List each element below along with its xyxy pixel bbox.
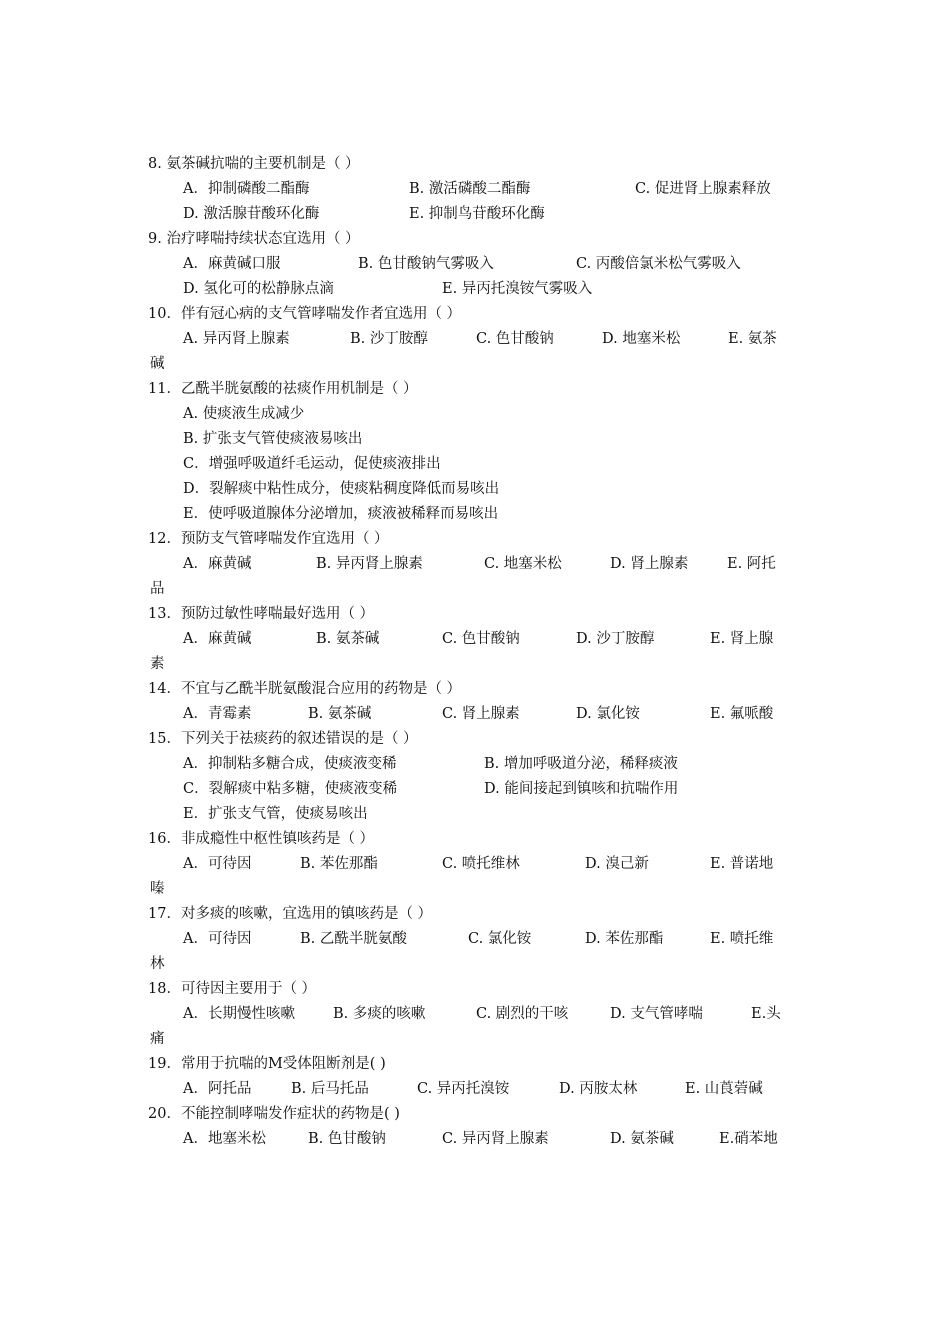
option-d: D. 激活腺苷酸环化酶	[183, 206, 320, 222]
question-11-option-b: B. 扩张支气管使痰液易咳出	[183, 431, 363, 447]
option-a: A．阿托品	[183, 1081, 252, 1097]
question-19-stem: 19．常用于抗喘的M受体阻断剂是( )	[148, 1056, 386, 1072]
option-c: C. 喷托维林	[442, 856, 520, 872]
option-e: E. 异丙托溴铵气雾吸入	[442, 281, 593, 297]
option-b: B. 多痰的咳嗽	[333, 1006, 426, 1022]
question-8-stem: 8. 氨茶碱抗喘的主要机制是（ ）	[148, 156, 360, 172]
question-18-wrap: 痛	[150, 1031, 165, 1047]
option-c: C. 氯化铵	[468, 931, 532, 947]
question-10-stem: 10．伴有冠心病的支气管哮喘发作者宜选用（ ）	[148, 306, 462, 322]
option-b: B. 激活磷酸二酯酶	[409, 181, 531, 197]
option-e: E.头	[751, 1006, 781, 1022]
option-d: D. 能间接起到镇咳和抗喘作用	[484, 781, 679, 797]
question-10-wrap: 碱	[150, 356, 165, 372]
option-e: E. 氨茶	[728, 331, 777, 347]
question-16-stem: 16．非成瘾性中枢性镇咳药是（ ）	[148, 831, 375, 847]
option-d: D. 丙胺太林	[559, 1081, 638, 1097]
question-13-stem: 13．预防过敏性哮喘最好选用（ ）	[148, 606, 375, 622]
option-b: B. 乙酰半胱氨酸	[300, 931, 407, 947]
option-b: B. 色甘酸钠	[308, 1131, 386, 1147]
question-15-option-e: E．扩张支气管，使痰易咳出	[183, 806, 368, 822]
option-e: E. 抑制鸟苷酸环化酶	[409, 206, 545, 222]
option-c: C. 异丙托溴铵	[417, 1081, 510, 1097]
question-14-stem: 14．不宜与乙酰半胱氨酸混合应用的药物是（ ）	[148, 681, 462, 697]
option-d: D. 支气管哮喘	[610, 1006, 703, 1022]
option-d: D. 肾上腺素	[610, 556, 689, 572]
question-13-wrap: 素	[150, 656, 165, 672]
option-d: D. 沙丁胺醇	[576, 631, 655, 647]
option-a: A．地塞米松	[183, 1131, 266, 1147]
option-b: B. 增加呼吸道分泌，稀释痰液	[484, 756, 678, 772]
question-11-stem: 11．乙酰半胱氨酸的祛痰作用机制是（ ）	[148, 381, 418, 397]
option-e: E.硝苯地	[719, 1131, 778, 1147]
question-20-stem: 20．不能控制哮喘发作症状的药物是( )	[148, 1106, 400, 1122]
option-e: E. 氟哌酸	[710, 706, 774, 722]
question-12-wrap: 品	[150, 581, 165, 597]
option-d: D. 氢化可的松静脉点滴	[183, 281, 334, 297]
option-c: C. 促进肾上腺素释放	[635, 181, 771, 197]
option-a: A．可待因	[183, 856, 252, 872]
option-b: B. 异丙肾上腺素	[316, 556, 423, 572]
question-11-option-a: A. 使痰液生成减少	[183, 406, 305, 422]
option-e: E. 喷托维	[710, 931, 774, 947]
option-a: A．麻黄碱口服	[183, 256, 281, 272]
question-17-wrap: 林	[150, 956, 165, 972]
option-c: C. 肾上腺素	[442, 706, 520, 722]
question-17-stem: 17．对多痰的咳嗽，宜选用的镇咳药是（ ）	[148, 906, 433, 922]
option-a: A．青霉素	[183, 706, 252, 722]
option-a: A. 异丙肾上腺素	[183, 331, 290, 347]
option-b: B. 沙丁胺醇	[350, 331, 428, 347]
option-b: B. 后马托品	[291, 1081, 369, 1097]
option-b: B. 色甘酸钠气雾吸入	[358, 256, 494, 272]
question-12-stem: 12．预防支气管哮喘发作宜选用（ ）	[148, 531, 389, 547]
option-e: E. 山莨菪碱	[685, 1081, 763, 1097]
option-e: E. 肾上腺	[710, 631, 774, 647]
option-a: A．麻黄碱	[183, 631, 252, 647]
question-11-option-d: D．裂解痰中粘性成分，使痰粘稠度降低而易咳出	[183, 481, 500, 497]
option-b: B. 氨茶碱	[316, 631, 380, 647]
option-c: C. 色甘酸钠	[476, 331, 554, 347]
question-11-option-c: C．增强呼吸道纤毛运动，促使痰液排出	[183, 456, 441, 472]
question-18-stem: 18．可待因主要用于（ ）	[148, 981, 317, 997]
option-a: A．长期慢性咳嗽	[183, 1006, 295, 1022]
option-b: B. 苯佐那酯	[300, 856, 378, 872]
option-d: D. 苯佐那酯	[585, 931, 664, 947]
option-c: C. 色甘酸钠	[442, 631, 520, 647]
option-e: E. 阿托	[727, 556, 776, 572]
option-d: D. 氨茶碱	[610, 1131, 674, 1147]
option-d: D. 氯化铵	[576, 706, 640, 722]
option-c: C. 丙酸倍氯米松气雾吸入	[576, 256, 741, 272]
question-15-stem: 15．下列关于祛痰药的叙述错误的是（ ）	[148, 731, 418, 747]
question-9-stem: 9. 治疗哮喘持续状态宜选用（ ）	[148, 231, 360, 247]
question-11-option-e: E．使呼吸道腺体分泌增加，痰液被稀释而易咳出	[183, 506, 499, 522]
option-b: B. 氨茶碱	[308, 706, 372, 722]
option-c: C. 异丙肾上腺素	[442, 1131, 549, 1147]
option-a: A．可待因	[183, 931, 252, 947]
option-e: E. 普诺地	[710, 856, 774, 872]
option-a: A．抑制粘多糖合成，使痰液变稀	[183, 756, 397, 772]
option-a: A．麻黄碱	[183, 556, 252, 572]
option-c: C．裂解痰中粘多糖，使痰液变稀	[183, 781, 398, 797]
option-a: A．抑制磷酸二酯酶	[183, 181, 310, 197]
option-c: C. 剧烈的干咳	[476, 1006, 569, 1022]
question-16-wrap: 嗪	[150, 881, 165, 897]
option-d: D. 地塞米松	[602, 331, 681, 347]
option-d: D. 溴己新	[585, 856, 649, 872]
option-c: C. 地塞米松	[484, 556, 562, 572]
